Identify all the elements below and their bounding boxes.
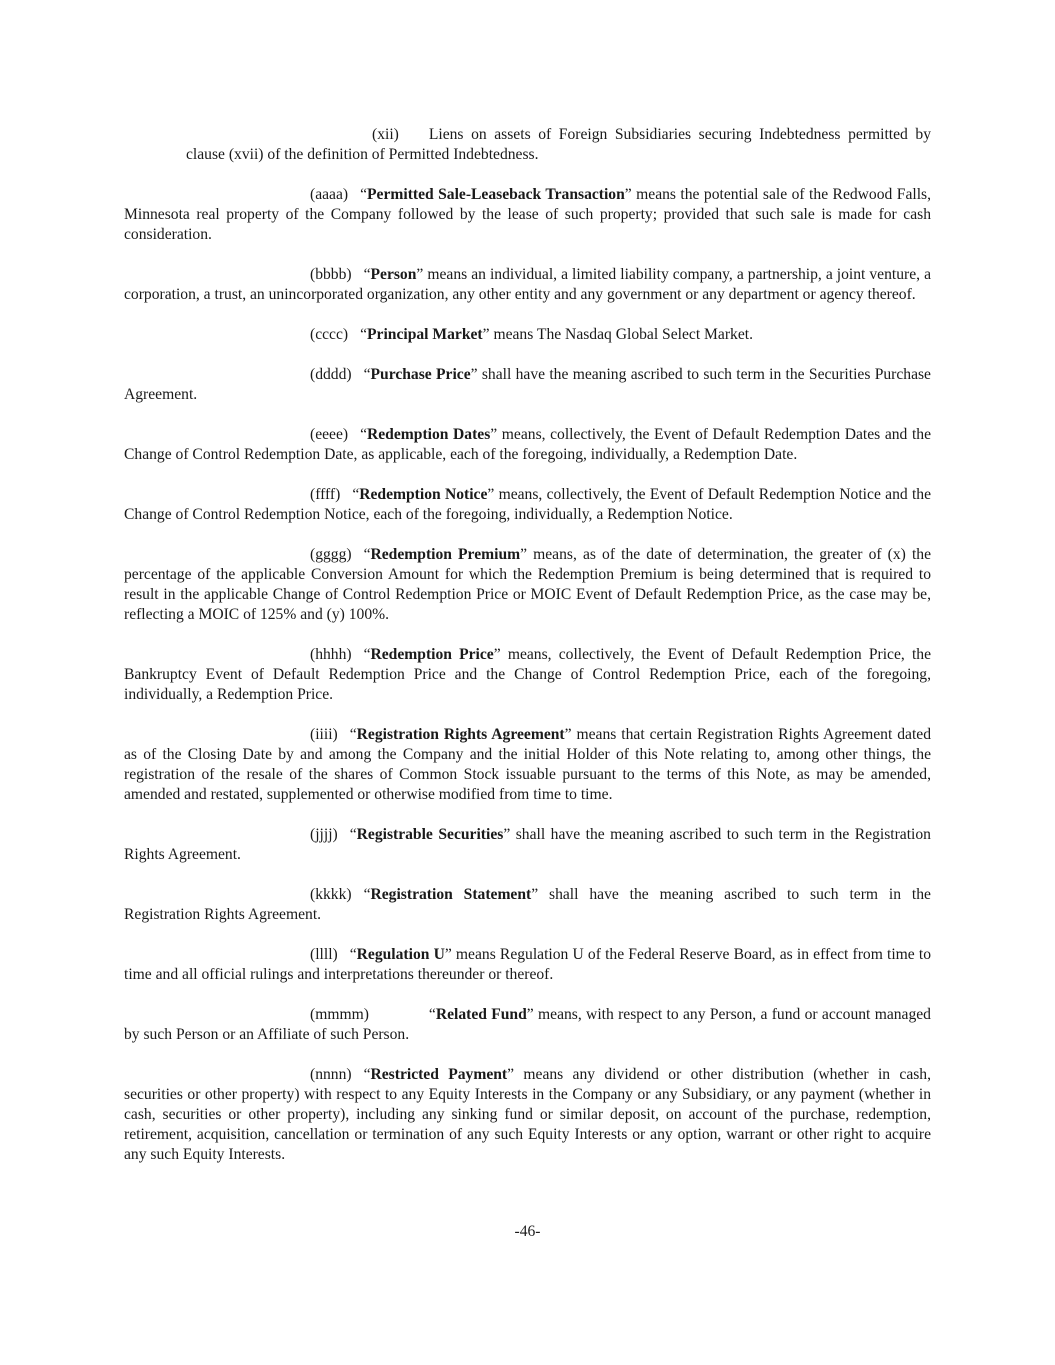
clause-number: (xii) [372, 126, 399, 143]
definition-number: (hhhh) [310, 646, 352, 663]
definition-text: means the potential sale of the Redwood Falls, Minnesota real property of the Company followed by the lease of such property; provided that such sale is made for cash consideration. [124, 186, 931, 243]
definition-text: means, with respect to any Person, a fund or account managed by such Person or an Affiliate of such Person. [124, 1006, 931, 1043]
definition-number: (nnnn) [310, 1066, 352, 1083]
definition-item: (gggg) “Redemption Premium” means, as of the date of determination, the greater of (x) the percentage of the applicable Conversion Amount for which the Redemption Premium is being determined that is required to result in the applicable Change of Control Redemption Price or MOIC Event of Default Redemption Price, as the case may be, reflecting a MOIC of 125% and (y) 100%. [124, 546, 932, 623]
definition-number: (cccc) [310, 326, 349, 343]
definition-item: (bbbb) “Person” means an individual, a limited liability company, a partnership, a joint venture, a corporation, a trust, an unincorporated organization, any other entity and any government or any department or agency thereof. [124, 266, 931, 303]
definition-item: (cccc) “Principal Market” means The Nasdaq Global Select Market. [124, 325, 931, 345]
definition-term: Registration Rights Agreement [356, 726, 565, 743]
definition-item: (jjjj) “Registrable Securities” shall have the meaning ascribed to such term in the Registration Rights Agreement. [124, 826, 931, 863]
definition-number: (aaaa) [310, 186, 349, 203]
definition-number: (dddd) [310, 366, 352, 383]
definition-text: means that certain Registration Rights Agreement dated as of the Closing Date by and among the Company and the initial Holder of this Note relating to, among other things, the registration of the resale of the shares of Common Stock issuable pursuant to the terms of this Note, as may be amended, amended and restated, supplemented or otherwise modified from time to time. [124, 726, 931, 803]
clause-xii [186, 125, 931, 165]
definition-number: (ffff) [310, 486, 341, 503]
definition-term: Principal Market [367, 326, 483, 343]
definition-item: (dddd) “Purchase Price” shall have the meaning ascribed to such term in the Securities Purchase Agreement. [124, 366, 931, 403]
definition-item: (aaaa) “Permitted Sale-Leaseback Transaction” means the potential sale of the Redwood Falls, Minnesota real property of the Company followed by the lease of such property; provided that such sale is made for cash consideration. [124, 186, 931, 243]
definition-item: (mmmm) “Related Fund” means, with respect to any Person, a fund or account managed by such Person or an Affiliate of such Person. [124, 1006, 931, 1043]
definition-term: Purchase Price [370, 366, 471, 383]
definition-number: (gggg) [310, 546, 352, 563]
definition-text: means an individual, a limited liability company, a partnership, a joint venture, a corporation, a trust, an unincorporated organization, any other entity and any government or any department or agency thereof. [124, 266, 931, 303]
page-content [124, 125, 931, 1185]
definition-text: means, collectively, the Event of Default Redemption Dates and the Change of Control Redemption Date, as applicable, each of the foregoing, individually, a Redemption Date. [124, 426, 932, 463]
definition-term: Regulation U [356, 946, 445, 963]
definition-text: shall have the meaning ascribed to such term in the Registration Rights Agreement. [124, 886, 931, 923]
definition-text: means, as of the date of determination, the greater of (x) the percentage of the applicable Conversion Amount for which the Redemption Premium is being determined that is required to result in the applicable Change of Control Redemption Price or MOIC Event of Default Redemption Price, as the case may be, reflecting a MOIC of 125% and (y) 100%. [124, 546, 932, 623]
definition-term: Person [370, 266, 417, 283]
definition-item: (iiii) “Registration Rights Agreement” means that certain Registration Rights Agreement dated as of the Closing Date by and among the Company and the initial Holder of this Note relating to, among other things, the registration of the resale of the shares of Common Stock issuable pursuant to the terms of this Note, as may be amended, amended and restated, supplemented or otherwise modified from time to time. [124, 726, 931, 803]
definition-item: (eeee) “Redemption Dates” means, collectively, the Event of Default Redemption Dates and the Change of Control Redemption Date, as applicable, each of the foregoing, individually, a Redemption Date. [124, 426, 932, 463]
definition-text: means any dividend or other distribution (whether in cash, securities or other property) with respect to any Equity Interests in the Company or any Subsidiary, or any payment (whether in cash, securities or other property), including any sinking fund or similar deposit, on account of the purchase, redemption, retirement, acquisition, cancellation or termination of any such Equity Interests or any option, warrant or other right to acquire any such Equity Interests. [124, 1066, 931, 1163]
definition-item: (ffff) “Redemption Notice” means, collectively, the Event of Default Redemption Notice and the Change of Control Redemption Notice, each of the foregoing, individually, a Redemption Notice. [124, 486, 931, 523]
definition-term: Redemption Dates [367, 426, 491, 443]
definition-number: (llll) [310, 946, 338, 963]
definition-number: (eeee) [310, 426, 349, 443]
definition-term: Permitted Sale-Leaseback Transaction [367, 186, 625, 203]
definitions-list [124, 185, 931, 1165]
definition-item: (llll) “Regulation U” means Regulation U of the Federal Reserve Board, as in effect from time to time and all official rulings and interpretations thereunder or thereof. [124, 946, 932, 983]
definition-term: Restricted Payment [370, 1066, 508, 1083]
definition-term: Redemption Price [370, 646, 494, 663]
definition-item: (kkkk) “Registration Statement” shall have the meaning ascribed to such term in the Registration Rights Agreement. [124, 886, 931, 923]
definition-item: (hhhh) “Redemption Price” means, collectively, the Event of Default Redemption Price, the Bankruptcy Event of Default Redemption Price and the Change of Control Redemption Price, each of the foregoing, individually, a Redemption Price. [124, 646, 931, 703]
definition-number: (bbbb) [310, 266, 352, 283]
clause-text: Liens on assets of Foreign Subsidiaries securing Indebtedness permitted by clause (xvii) of the definition of Permitted Indebtedness. [186, 126, 931, 163]
definition-text: means, collectively, the Event of Default Redemption Notice and the Change of Control Redemption Notice, each of the foregoing, individually, a Redemption Notice. [124, 486, 931, 523]
definition-text: means, collectively, the Event of Default Redemption Price, the Bankruptcy Event of Default Redemption Price and the Change of Control Redemption Price, each of the foregoing, individually, a Redemption Price. [124, 646, 931, 703]
definition-text: shall have the meaning ascribed to such term in the Securities Purchase Agreement. [124, 366, 931, 403]
definition-number: (kkkk) [310, 886, 352, 903]
definition-term: Registration Statement [370, 886, 532, 903]
definition-number: (jjjj) [310, 826, 338, 843]
definition-number: (iiii) [310, 726, 338, 743]
definition-term: Redemption Premium [370, 546, 521, 563]
page-number: -46- [514, 1223, 541, 1240]
definition-number: (mmmm) [310, 1006, 369, 1023]
definition-term: Redemption Notice [359, 486, 488, 503]
definition-item: (nnnn) “Restricted Payment” means any dividend or other distribution (whether in cash, securities or other property) with respect to any Equity Interests in the Company or any Subsidiary, or any payment (whether in cash, securities or other property), including any sinking fund or similar deposit, on account of the purchase, redemption, retirement, acquisition, cancellation or termination of any such Equity Interests or any option, warrant or other right to acquire any such Equity Interests. [124, 1066, 931, 1163]
definition-term: Related Fund [435, 1006, 527, 1023]
definition-text: means The Nasdaq Global Select Market. [489, 326, 753, 343]
definition-term: Registrable Securities [356, 826, 504, 843]
definition-text: means Regulation U of the Federal Reserve Board, as in effect from time to time and all official rulings and interpretations thereunder or thereof. [124, 946, 932, 983]
definition-text: shall have the meaning ascribed to such term in the Registration Rights Agreement. [124, 826, 931, 863]
